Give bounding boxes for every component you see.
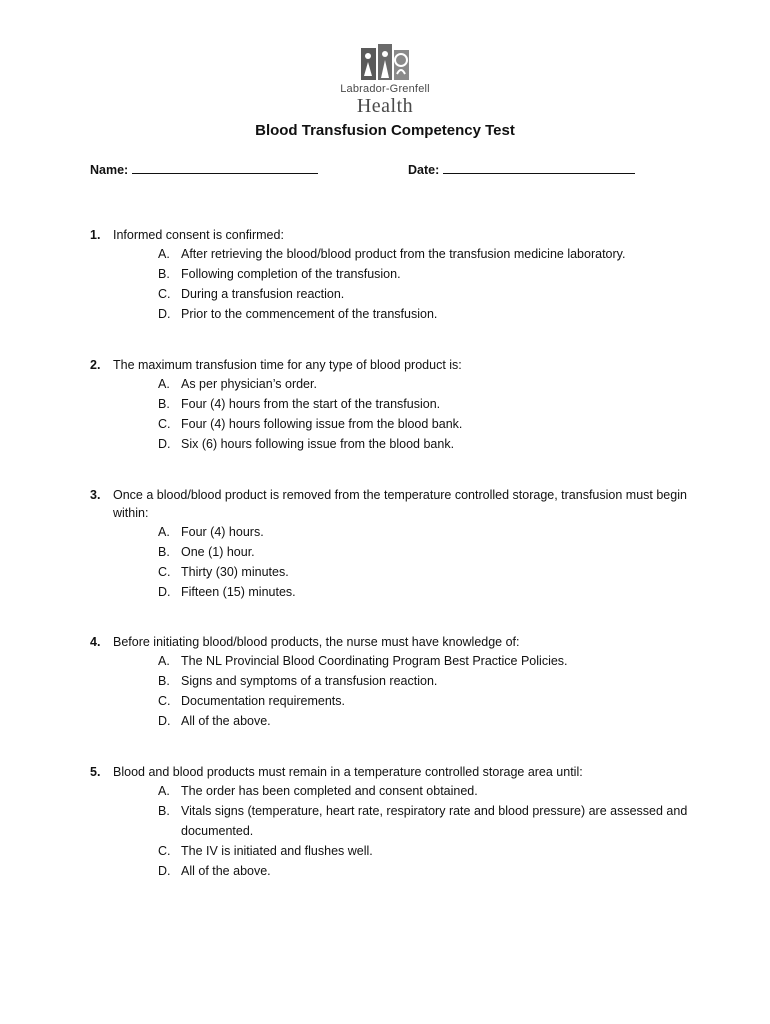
option-letter: B. [158,674,170,688]
logo-mark-icon [359,44,411,82]
option-text: Prior to the commencement of the transfusion. [181,307,438,321]
option-text: Fifteen (15) minutes. [181,585,296,599]
answer-option[interactable] [90,671,690,691]
option-text: The order has been completed and consent obtained. [181,784,478,798]
answer-options [90,781,690,881]
question-5 [90,763,690,881]
date-blank-line[interactable] [443,161,635,174]
option-text: Vitals signs (temperature, heart rate, respiratory rate and blood pressure) are assessed and documented. [181,804,688,838]
question-4 [90,633,690,731]
option-text: As per physician’s order. [181,377,317,391]
answer-option[interactable] [90,582,690,602]
option-letter: C. [158,287,171,301]
answer-options [90,651,690,731]
answer-options [90,374,690,454]
question-text: Informed consent is confirmed: [113,228,284,242]
option-letter: C. [158,565,171,579]
question-number: 2. [90,358,101,372]
page-title: Blood Transfusion Competency Test [255,122,515,139]
option-letter: D. [158,714,171,728]
option-letter: B. [158,267,170,281]
option-text: Four (4) hours from the start of the transfusion. [181,397,441,411]
option-letter: B. [158,545,170,559]
answer-option[interactable] [90,304,690,324]
option-letter: A. [158,525,170,539]
option-text: Documentation requirements. [181,694,345,708]
option-text: The NL Provincial Blood Coordinating Program Best Practice Policies. [181,654,568,668]
name-field[interactable] [90,161,318,177]
question-text: Once a blood/blood product is removed from the temperature controlled storage, transfusion must begin within: [113,488,687,520]
question-number: 4. [90,635,101,649]
answer-option[interactable] [90,801,690,841]
answer-options [90,244,690,324]
question-text: The maximum transfusion time for any type of blood product is: [113,358,462,372]
logo-subtitle: Labrador-Grenfell [340,83,430,95]
question-text: Blood and blood products must remain in a temperature controlled storage area until: [113,765,583,779]
option-text: Four (4) hours. [181,525,264,539]
option-text: Four (4) hours following issue from the blood bank. [181,417,463,431]
answer-options [90,522,690,602]
question-1 [90,226,690,324]
question-number: 3. [90,488,101,502]
answer-option[interactable] [90,691,690,711]
option-text: Following completion of the transfusion. [181,267,401,281]
option-text: One (1) hour. [181,545,255,559]
answer-option[interactable] [90,522,690,542]
question-stem [90,486,690,522]
question-3 [90,486,690,602]
answer-option[interactable] [90,861,690,881]
answer-option[interactable] [90,651,690,671]
option-text: Six (6) hours following issue from the blood bank. [181,437,455,451]
name-label: Name: [90,163,129,177]
option-text: After retrieving the blood/blood product from the transfusion medicine laboratory. [181,247,626,261]
answer-option[interactable] [90,394,690,414]
answer-option[interactable] [90,414,690,434]
option-letter: B. [158,804,170,818]
option-text: The IV is initiated and flushes well. [181,844,373,858]
option-text: All of the above. [181,714,271,728]
option-letter: A. [158,654,170,668]
option-letter: A. [158,784,170,798]
question-stem [90,633,690,651]
option-letter: C. [158,417,171,431]
question-number: 5. [90,765,101,779]
answer-option[interactable] [90,244,690,264]
answer-option[interactable] [90,374,690,394]
organization-logo [0,44,770,116]
answer-option[interactable] [90,434,690,454]
question-stem [90,763,690,781]
question-stem [90,356,690,374]
option-letter: C. [158,844,171,858]
option-letter: D. [158,437,171,451]
date-label: Date: [408,163,440,177]
option-letter: D. [158,307,171,321]
answer-option[interactable] [90,841,690,861]
question-number: 1. [90,228,101,242]
option-letter: A. [158,247,170,261]
option-letter: C. [158,694,171,708]
answer-option[interactable] [90,284,690,304]
answer-option[interactable] [90,264,690,284]
date-field[interactable] [408,161,635,177]
option-letter: D. [158,864,171,878]
option-text: During a transfusion reaction. [181,287,345,301]
option-letter: B. [158,397,170,411]
option-letter: A. [158,377,170,391]
answer-option[interactable] [90,562,690,582]
question-2 [90,356,690,454]
answer-option[interactable] [90,542,690,562]
option-letter: D. [158,585,171,599]
logo-title: Health [356,95,414,117]
question-stem [90,226,690,244]
name-blank-line[interactable] [132,161,318,174]
answer-option[interactable] [90,711,690,731]
option-text: All of the above. [181,864,271,878]
option-text: Signs and symptoms of a transfusion reaction. [181,674,438,688]
question-text: Before initiating blood/blood products, the nurse must have knowledge of: [113,635,520,649]
option-text: Thirty (30) minutes. [181,565,289,579]
answer-option[interactable] [90,781,690,801]
